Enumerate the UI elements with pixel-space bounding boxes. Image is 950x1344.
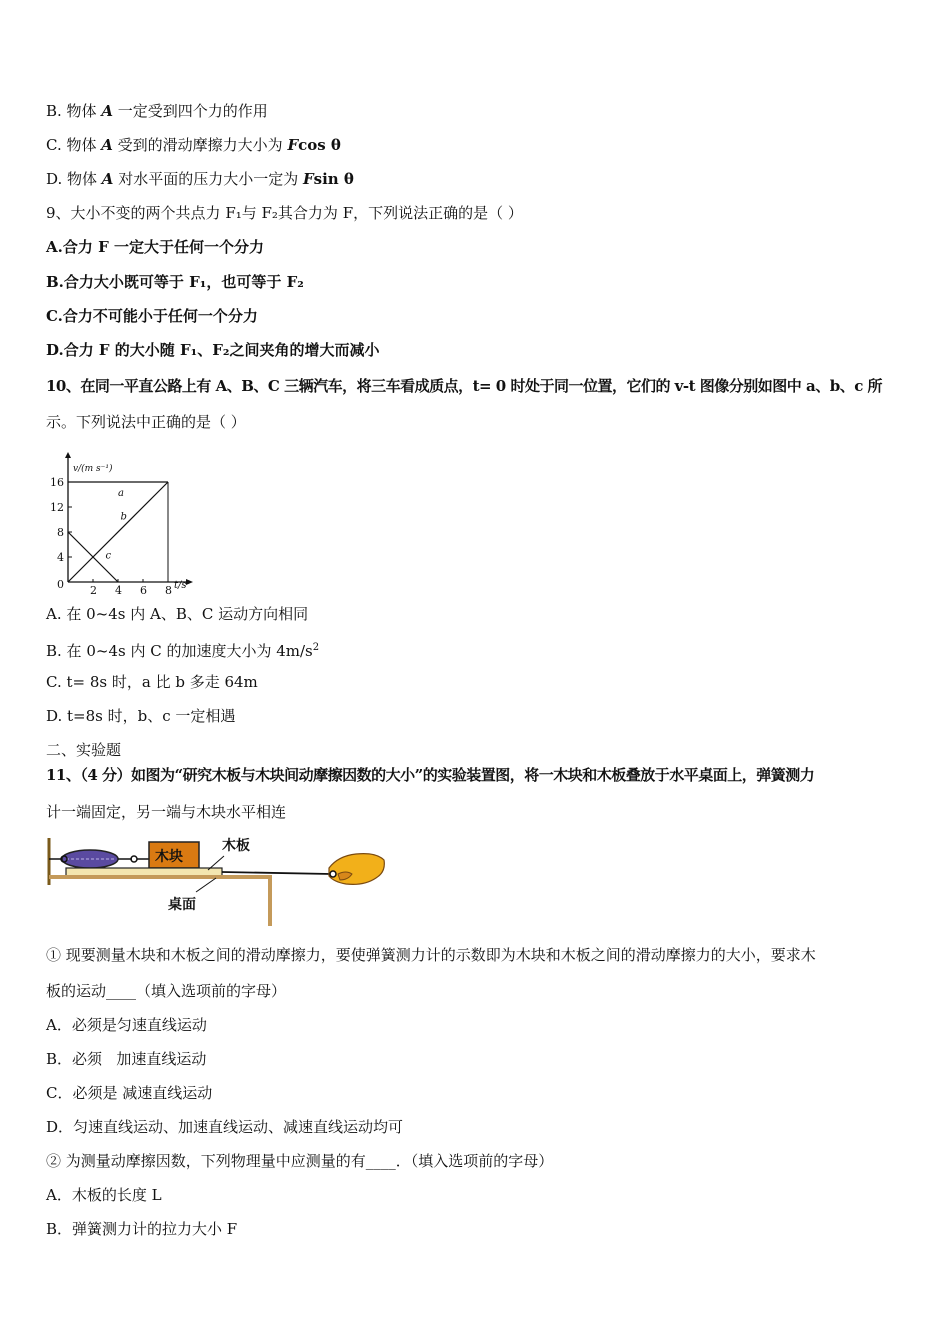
q8-c-formula: F [287, 136, 299, 154]
q8-b-prefix: B. 物体 [46, 102, 102, 120]
origin-label: 0 [57, 578, 64, 591]
q10-stem-line1: 10、在同一平直公路上有 A、B、C 三辆汽车，将三车看成质点，t= 0 时处于同一位置，它们的 v-t 图像分别如图中 a、b、c 所 [46, 377, 883, 395]
q8-option-c [46, 135, 910, 155]
q11-part1-option-b: B．必须 加速直线运动 [46, 1050, 207, 1068]
q8-c-tail: cos θ [298, 136, 341, 154]
q8-d-mid: 对水平面的压力大小一定为 [113, 170, 303, 188]
table [49, 877, 270, 926]
q8-c-var: A [101, 136, 113, 154]
vt-chart [48, 452, 198, 596]
q9-stem: 9、大小不变的两个共点力 F₁与 F₂其合力为 F，下列说法正确的是（ ） [46, 204, 523, 222]
wood-board [66, 868, 222, 876]
x-axis-label: t/s [174, 580, 187, 591]
y-axis-label: v/(m s⁻¹) [73, 464, 113, 474]
y-tick-label: 8 [57, 526, 64, 539]
q8-option-b [46, 101, 910, 121]
spring-scale [49, 850, 149, 868]
q11-part2-stem: ② 为测量动摩擦因数，下列物理量中应测量的有____．（填入选项前的字母） [46, 1152, 554, 1170]
x-tick-label: 4 [115, 584, 122, 596]
q8-c-prefix: C. 物体 [46, 136, 102, 154]
y-tick-label: 16 [50, 476, 64, 489]
q8-d-formula: F [302, 170, 314, 188]
x-tick-label: 8 [165, 584, 172, 596]
series-label-a: a [118, 487, 124, 499]
q11-part1-option-c: C．必须是 减速直线运动 [46, 1084, 213, 1102]
q8-c-mid: 受到的滑动摩擦力大小为 [112, 136, 288, 154]
q11-stem-line1: 11、（4 分）如图为“研究木板与木块间动摩擦因数的大小”的实验装置图，将一木块和木板叠放于水平桌面上，弹簧测力 [46, 766, 815, 784]
q8-d-tail: sin θ [313, 170, 354, 188]
q11-part2-option-a: A．木板的长度 L [46, 1186, 162, 1204]
y-tick-label: 4 [57, 551, 64, 564]
q9-option-b: B.合力大小既可等于 F₁，也可等于 F₂ [46, 273, 304, 291]
hand-icon [329, 854, 384, 885]
q11-part1-option-a: A．必须是匀速直线运动 [46, 1016, 207, 1034]
q10-option-a: A. 在 0~4s 内 A、B、C 运动方向相同 [46, 605, 309, 623]
apparatus-diagram [46, 830, 391, 928]
board-label: 木板 [222, 838, 250, 854]
q10-b-sup: 2 [312, 642, 320, 653]
q10-option-c: C. t= 8s 时，a 比 b 多走 64m [46, 673, 258, 691]
section-title: 二、实验题 [46, 741, 122, 759]
q11-stem-line2: 计一端固定，另一端与木块水平相连 [46, 803, 287, 821]
q8-b-text: 一定受到四个力的作用 [112, 102, 268, 120]
y-tick-label: 12 [50, 501, 64, 514]
x-tick-label: 2 [90, 584, 97, 596]
x-axis-arrow-icon [186, 579, 193, 585]
q11-part1-line2: 板的运动____（填入选项前的字母） [46, 982, 287, 1000]
q9-option-c: C.合力不可能小于任何一个分力 [46, 307, 258, 325]
q10-b-text: B. 在 0~4s 内 C 的加速度大小为 4m/s [46, 642, 313, 660]
table-label: 桌面 [168, 897, 196, 913]
series-label-c: c [105, 550, 112, 562]
q11-part1-line1: ① 现要测量木块和木板之间的滑动摩擦力，要使弹簧测力计的示数即为木块和木板之间的滑动摩擦力的大小，要求木 [46, 946, 816, 964]
q9-option-d: D.合力 F 的大小随 F₁、F₂之间夹角的增大而减小 [46, 341, 380, 359]
y-axis-arrow-icon [65, 452, 71, 458]
q10-option-b [46, 638, 910, 661]
q8-d-prefix: D. 物体 [46, 170, 102, 188]
block-label: 木块 [155, 849, 183, 865]
q10-option-d: D. t=8s 时，b、c 一定相遇 [46, 707, 236, 725]
q8-option-d [46, 169, 910, 189]
q8-d-var: A [101, 170, 114, 188]
q11-part2-option-b: B．弹簧测力计的拉力大小 F [46, 1220, 238, 1238]
x-tick-label: 6 [140, 584, 147, 596]
q11-part1-option-d: D．匀速直线运动、加速直线运动、减速直线运动均可 [46, 1118, 404, 1136]
q8-b-var: A [101, 102, 113, 120]
q10-stem-line2: 示。下列说法中正确的是（ ） [46, 413, 246, 431]
pull-string [222, 872, 331, 874]
table-pointer [196, 878, 216, 892]
series-label-b: b [120, 511, 127, 523]
q9-option-a: A.合力 F 一定大于任何一个分力 [46, 238, 264, 256]
